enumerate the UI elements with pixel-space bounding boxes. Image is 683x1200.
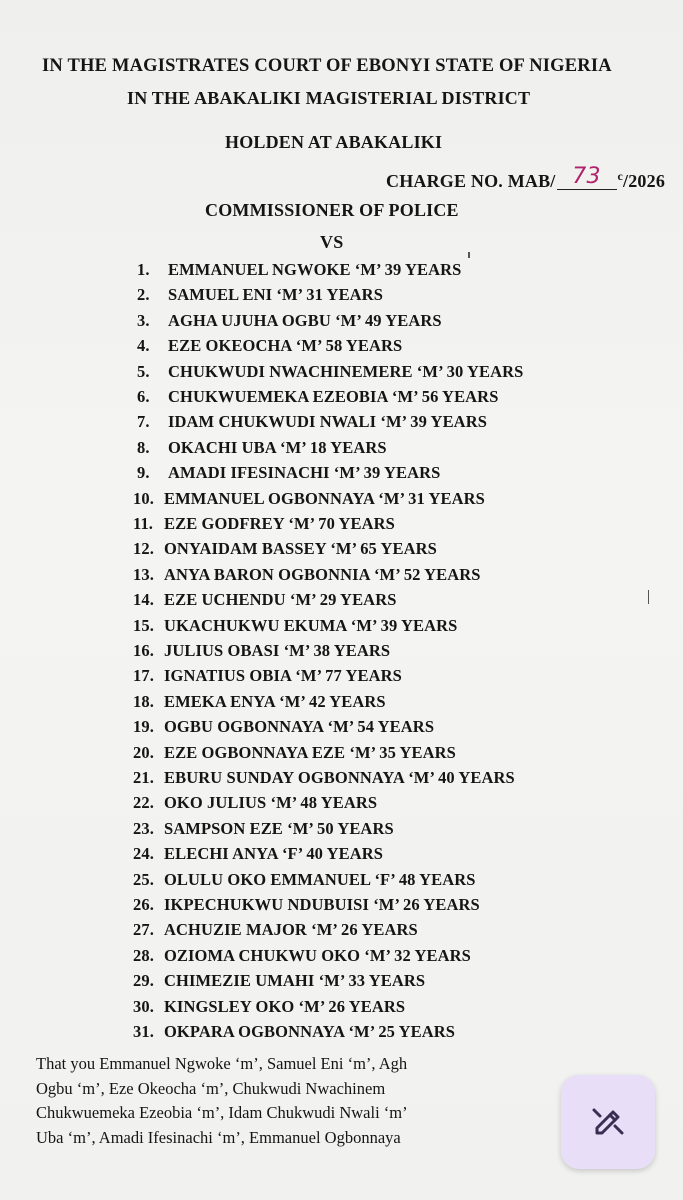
accused-item bbox=[133, 819, 394, 839]
court-title: IN THE MAGISTRATES COURT OF EBONYI STATE OF NIGERIA bbox=[42, 56, 612, 76]
accused-number: 11. bbox=[133, 514, 154, 533]
body-line: Chukwuemeka Ezeobia ‘m’, Idam Chukwudi Nwali ‘m’ bbox=[36, 1103, 408, 1122]
accused-details: CHUKWUDI NWACHINEMERE ‘M’ 30 YEARS bbox=[168, 362, 524, 381]
accused-number: 27. bbox=[133, 920, 154, 939]
accused-details: IGNATIUS OBIA ‘M’ 77 YEARS bbox=[164, 666, 402, 685]
accused-item bbox=[133, 1022, 455, 1042]
accused-details: JULIUS OBASI ‘M’ 38 YEARS bbox=[164, 641, 391, 660]
accused-number: 13. bbox=[133, 565, 154, 584]
accused-item bbox=[137, 285, 383, 305]
accused-item bbox=[133, 768, 515, 788]
accused-item bbox=[137, 438, 387, 458]
accused-details: SAMUEL ENI ‘M’ 31 YEARS bbox=[168, 285, 383, 304]
accused-details: IDAM CHUKWUDI NWALI ‘M’ 39 YEARS bbox=[168, 412, 487, 431]
handwritten-charge-number: 73 bbox=[557, 164, 617, 190]
scan-speck bbox=[648, 590, 649, 604]
accused-details: EBURU SUNDAY OGBONNAYA ‘M’ 40 YEARS bbox=[164, 768, 515, 787]
accused-number: 30. bbox=[133, 997, 154, 1016]
edit-pencil-icon bbox=[588, 1102, 628, 1142]
accused-number: 28. bbox=[133, 946, 154, 965]
accused-details: UKACHUKWU EKUMA ‘M’ 39 YEARS bbox=[164, 616, 458, 635]
accused-item bbox=[137, 463, 440, 483]
body-line: Ogbu ‘m’, Eze Okeocha ‘m’, Chukwudi Nwachinem bbox=[36, 1078, 386, 1098]
accused-item bbox=[137, 336, 402, 356]
charge-year: /2026 bbox=[623, 171, 666, 191]
accused-item bbox=[133, 997, 405, 1017]
accused-number: 16. bbox=[133, 641, 154, 660]
accused-details: AMADI IFESINACHI ‘M’ 39 YEARS bbox=[168, 463, 441, 482]
accused-item bbox=[133, 971, 425, 991]
accused-item bbox=[133, 895, 480, 915]
accused-item bbox=[133, 539, 437, 559]
accused-details: ACHUZIE MAJOR ‘M’ 26 YEARS bbox=[164, 920, 418, 939]
accused-number: 9. bbox=[137, 463, 150, 482]
accused-details: CHIMEZIE UMAHI ‘M’ 33 YEARS bbox=[164, 971, 426, 990]
accused-item bbox=[137, 412, 487, 432]
accused-details: OKO JULIUS ‘M’ 48 YEARS bbox=[164, 793, 378, 812]
accused-item bbox=[133, 641, 390, 661]
accused-details: OGBU OGBONNAYA ‘M’ 54 YEARS bbox=[164, 717, 435, 736]
accused-number: 6. bbox=[137, 387, 150, 406]
accused-item bbox=[133, 692, 386, 712]
body-line: That you Emmanuel Ngwoke ‘m’, Samuel Eni ‘m’, Agh bbox=[36, 1054, 408, 1073]
accused-item bbox=[137, 362, 523, 382]
accused-item bbox=[133, 565, 481, 585]
accused-number: 5. bbox=[137, 362, 150, 381]
accused-item bbox=[137, 260, 461, 280]
accused-number: 26. bbox=[133, 895, 154, 914]
accused-details: OLULU OKO EMMANUEL ‘F’ 48 YEARS bbox=[164, 870, 476, 889]
accused-details: EZE GODFREY ‘M’ 70 YEARS bbox=[164, 514, 395, 533]
accused-item bbox=[133, 666, 402, 686]
accused-details: SAMPSON EZE ‘M’ 50 YEARS bbox=[164, 819, 394, 838]
accused-item bbox=[133, 489, 485, 509]
accused-details: ANYA BARON OGBONNIA ‘M’ 52 YEARS bbox=[164, 565, 481, 584]
accused-number: 3. bbox=[137, 311, 150, 330]
accused-details: CHUKWUEMEKA EZEOBIA ‘M’ 56 YEARS bbox=[168, 387, 499, 406]
accused-number: 19. bbox=[133, 717, 154, 736]
complainant: COMMISSIONER OF POLICE bbox=[205, 200, 459, 220]
accused-item bbox=[137, 311, 442, 331]
accused-details: ELECHI ANYA ‘F’ 40 YEARS bbox=[164, 844, 384, 863]
charge-prefix: CHARGE NO. MAB/ bbox=[386, 171, 556, 191]
accused-details: IKPECHUKWU NDUBUISI ‘M’ 26 YEARS bbox=[164, 895, 480, 914]
holden-title: HOLDEN AT ABAKALIKI bbox=[225, 132, 443, 152]
accused-item bbox=[133, 870, 476, 890]
accused-number: 14. bbox=[133, 590, 154, 609]
accused-details: EMEKA ENYA ‘M’ 42 YEARS bbox=[164, 692, 386, 711]
body-line: Uba ‘m’, Amadi Ifesinachi ‘m’, Emmanuel Ogbonnaya bbox=[36, 1127, 401, 1147]
accused-item bbox=[133, 616, 457, 636]
accused-details: KINGSLEY OKO ‘M’ 26 YEARS bbox=[164, 997, 406, 1016]
accused-item bbox=[137, 387, 498, 407]
accused-details: AGHA UJUHA OGBU ‘M’ 49 YEARS bbox=[168, 311, 442, 330]
accused-details: OKPARA OGBONNAYA ‘M’ 25 YEARS bbox=[164, 1022, 456, 1041]
accused-number: 4. bbox=[137, 336, 150, 355]
accused-details: EMMANUEL NGWOKE ‘M’ 39 YEARS bbox=[168, 260, 462, 279]
accused-details: EZE OGBONNAYA EZE ‘M’ 35 YEARS bbox=[164, 743, 456, 762]
versus-label: VS bbox=[320, 232, 344, 252]
edit-button[interactable] bbox=[561, 1075, 655, 1169]
charge-number bbox=[386, 164, 666, 194]
accused-number: 20. bbox=[133, 743, 154, 762]
accused-details: EZE UCHENDU ‘M’ 29 YEARS bbox=[164, 590, 397, 609]
accused-details: EMMANUEL OGBONNAYA ‘M’ 31 YEARS bbox=[164, 489, 485, 508]
accused-number: 31. bbox=[133, 1022, 154, 1041]
accused-number: 10. bbox=[133, 489, 154, 508]
accused-number: 25. bbox=[133, 870, 154, 889]
accused-item bbox=[133, 946, 471, 966]
accused-number: 22. bbox=[133, 793, 154, 812]
accused-number: 29. bbox=[133, 971, 154, 990]
accused-details: OZIOMA CHUKWU OKO ‘M’ 32 YEARS bbox=[164, 946, 471, 965]
accused-item bbox=[133, 717, 434, 737]
accused-details: ONYAIDAM BASSEY ‘M’ 65 YEARS bbox=[164, 539, 437, 558]
charge-superscript: c bbox=[617, 169, 624, 183]
accused-item bbox=[133, 920, 418, 940]
accused-number: 1. bbox=[137, 260, 150, 279]
accused-number: 8. bbox=[137, 438, 150, 457]
accused-number: 24. bbox=[133, 844, 154, 863]
accused-number: 17. bbox=[133, 666, 154, 685]
accused-item bbox=[133, 844, 383, 864]
accused-item bbox=[133, 514, 395, 534]
accused-number: 18. bbox=[133, 692, 154, 711]
accused-item bbox=[133, 743, 456, 763]
accused-number: 23. bbox=[133, 819, 154, 838]
accused-number: 15. bbox=[133, 616, 154, 635]
accused-number: 21. bbox=[133, 768, 154, 787]
accused-details: EZE OKEOCHA ‘M’ 58 YEARS bbox=[168, 336, 403, 355]
accused-item bbox=[133, 590, 397, 610]
scan-speck bbox=[468, 252, 470, 258]
accused-number: 7. bbox=[137, 412, 150, 431]
accused-item bbox=[133, 793, 377, 813]
accused-number: 2. bbox=[137, 285, 150, 304]
accused-details: OKACHI UBA ‘M’ 18 YEARS bbox=[168, 438, 387, 457]
accused-number: 12. bbox=[133, 539, 154, 558]
district-title: IN THE ABAKALIKI MAGISTERIAL DISTRICT bbox=[127, 88, 531, 108]
